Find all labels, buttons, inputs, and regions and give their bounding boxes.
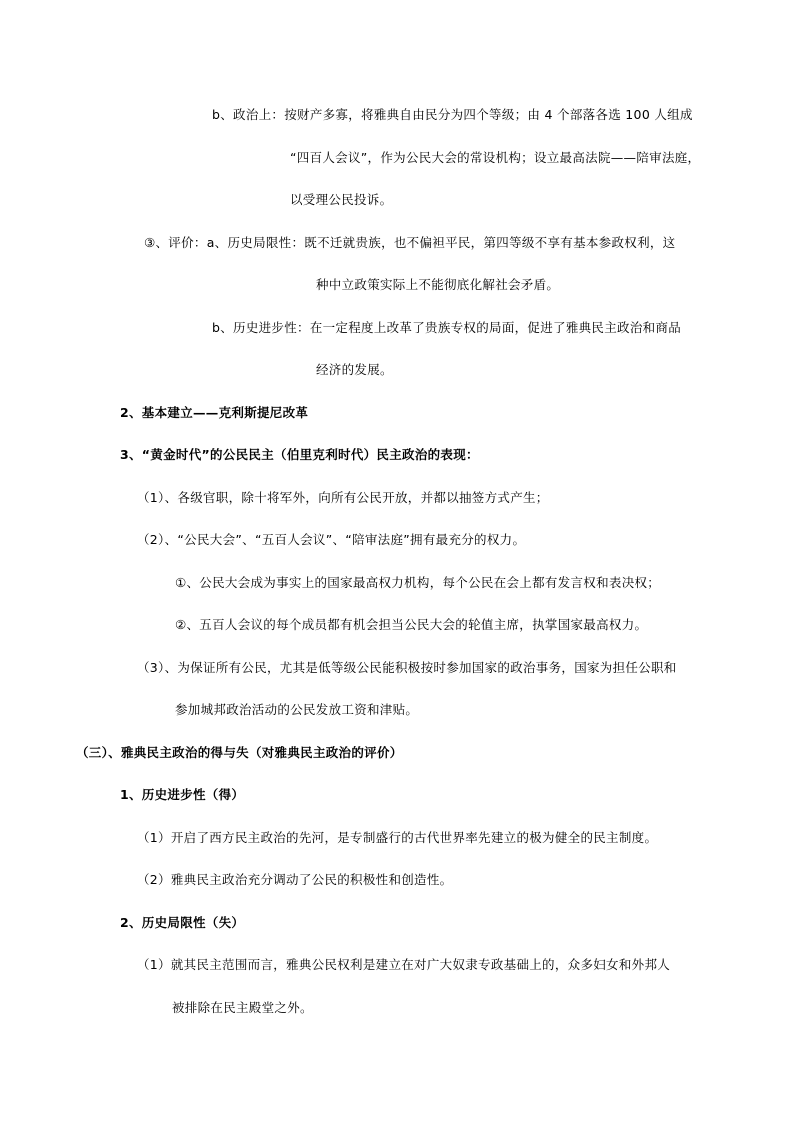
text-line-appeals: 以受理公民投诉。 [290, 192, 393, 207]
text-line-evaluation-limits-cont: 种中立政策实际上不能彻底化解社会矛盾。 [316, 277, 560, 292]
list-item-1: （1）、各级官职，除十将军外，向所有公民开放，并都以抽签方式产生； [137, 490, 549, 505]
heading-cleisthenes-reform: 2、基本建立——克利斯提尼改革 [120, 405, 309, 420]
text-line-evaluation-progress-cont: 经济的发展。 [316, 362, 393, 377]
limitation-item-1-cont: 被排除在民主殿堂之外。 [172, 1000, 313, 1015]
heading-golden-age: 3、“黄金时代”的公民民主（伯里克利时代）民主政治的表现： [120, 447, 479, 462]
list-item-3-cont: 参加城邦政治活动的公民发放工资和津贴。 [175, 702, 419, 717]
sub-item-1: ①、公民大会成为事实上的国家最高权力机构，每个公民在会上都有发言权和表决权； [175, 575, 661, 590]
text-line-council: “四百人会议”，作为公民大会的常设机构；设立最高法院——陪审法庭， [290, 150, 701, 165]
section-heading-3: （三）、雅典民主政治的得与失（对雅典民主政治的评价） [76, 745, 403, 760]
list-item-2: （2）、“公民大会”、“五百人会议”、“陪审法庭”拥有最充分的权力。 [137, 532, 526, 547]
heading-limitations: 2、历史局限性（失） [120, 915, 245, 930]
heading-progress: 1、历史进步性（得） [120, 787, 245, 802]
text-line-politics: b、政治上：按财产多寡，将雅典自由民分为四个等级；由 4 个部落各选 100 人组成 [212, 107, 693, 122]
limitation-item-1: （1）就其民主范围而言，雅典公民权利是建立在对广大奴隶专政基础上的，众多妇女和外邦人 [137, 957, 671, 972]
list-item-3: （3）、为保证所有公民，尤其是低等级公民能积极按时参加国家的政治事务，国家为担任公职和 [137, 660, 677, 675]
sub-item-2: ②、五百人会议的每个成员都有机会担当公民大会的轮值主席，执掌国家最高权力。 [175, 617, 648, 632]
progress-item-2: （2）雅典民主政治充分调动了公民的积极性和创造性。 [137, 872, 453, 887]
text-line-evaluation-progress: b、历史进步性：在一定程度上改革了贵族专权的局面，促进了雅典民主政治和商品 [212, 320, 682, 335]
text-line-evaluation-limits: ③、评价：a、历史局限性：既不迁就贵族，也不偏袒平民，第四等级不享有基本参政权利，这 [144, 235, 676, 250]
progress-item-1: （1）开启了西方民主政治的先河，是专制盛行的古代世界率先建立的极为健全的民主制度。 [137, 830, 658, 845]
